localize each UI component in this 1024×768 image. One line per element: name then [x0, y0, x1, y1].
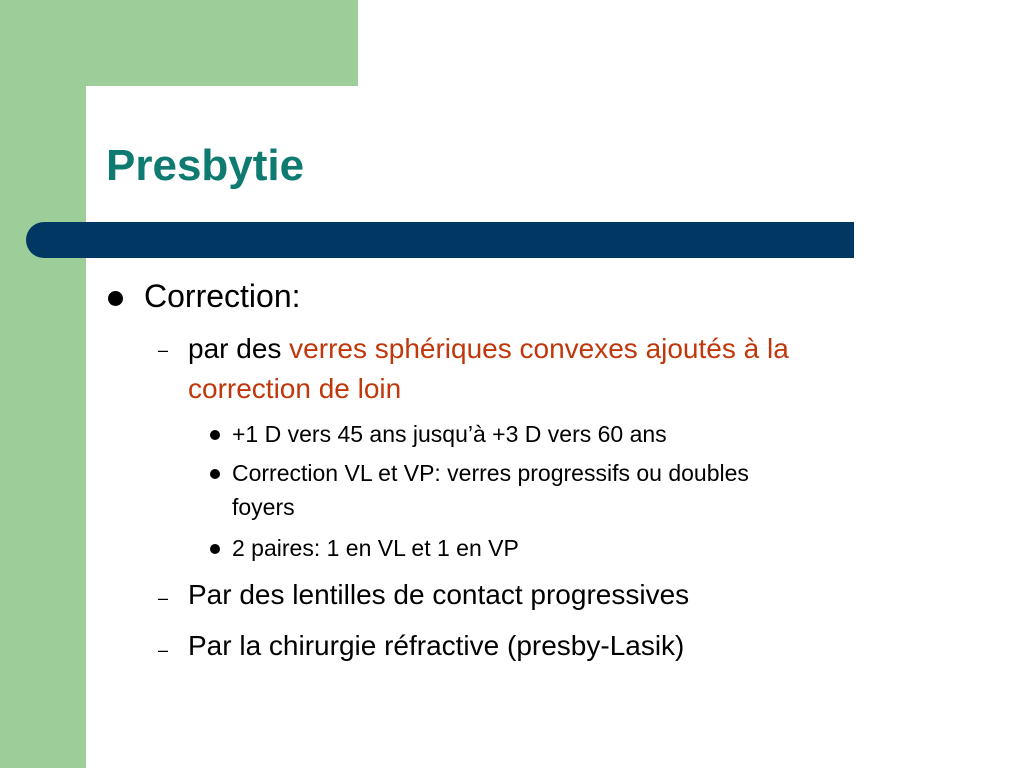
bullet-correction: Correction: — [144, 278, 301, 314]
small-bullet-dot-icon — [210, 430, 220, 440]
list-item: 2 paires: 1 en VL et 1 en VP — [232, 535, 519, 561]
dash-bullet-icon: – — [158, 640, 169, 660]
list-item: Correction VL et VP: verres progressifs ou doubles — [232, 460, 749, 486]
sub-bullet-verres-cont — [188, 370, 928, 408]
dash-bullet-icon: – — [158, 588, 169, 608]
decor-green-left-band — [0, 0, 86, 768]
title-underline-bar — [26, 222, 854, 258]
sub-bullet-lentilles: Par des lentilles de contact progressives — [188, 579, 690, 610]
list-item-continued: foyers — [232, 494, 295, 520]
list-item: +1 D vers 45 ans jusqu’à +3 D vers 60 ans — [232, 421, 667, 447]
slide-title: Presbytie — [106, 141, 305, 190]
dash-bullet-icon: – — [158, 340, 169, 360]
small-bullet-dot-icon — [210, 469, 220, 479]
sub-bullet-highlight-line2: correction de loin — [188, 373, 402, 404]
bullet-dot-icon — [108, 291, 123, 306]
sub-bullet-verres — [188, 330, 928, 368]
small-bullet-dot-icon — [210, 544, 220, 554]
sub-bullet-highlight-line1: verres sphériques convexes ajoutés à la — [289, 333, 789, 364]
sub-bullet-prefix: par des — [188, 333, 290, 364]
decor-green-top-band — [0, 0, 358, 86]
sub-bullet-chirurgie: Par la chirurgie réfractive (presby-Lasik) — [188, 630, 685, 661]
